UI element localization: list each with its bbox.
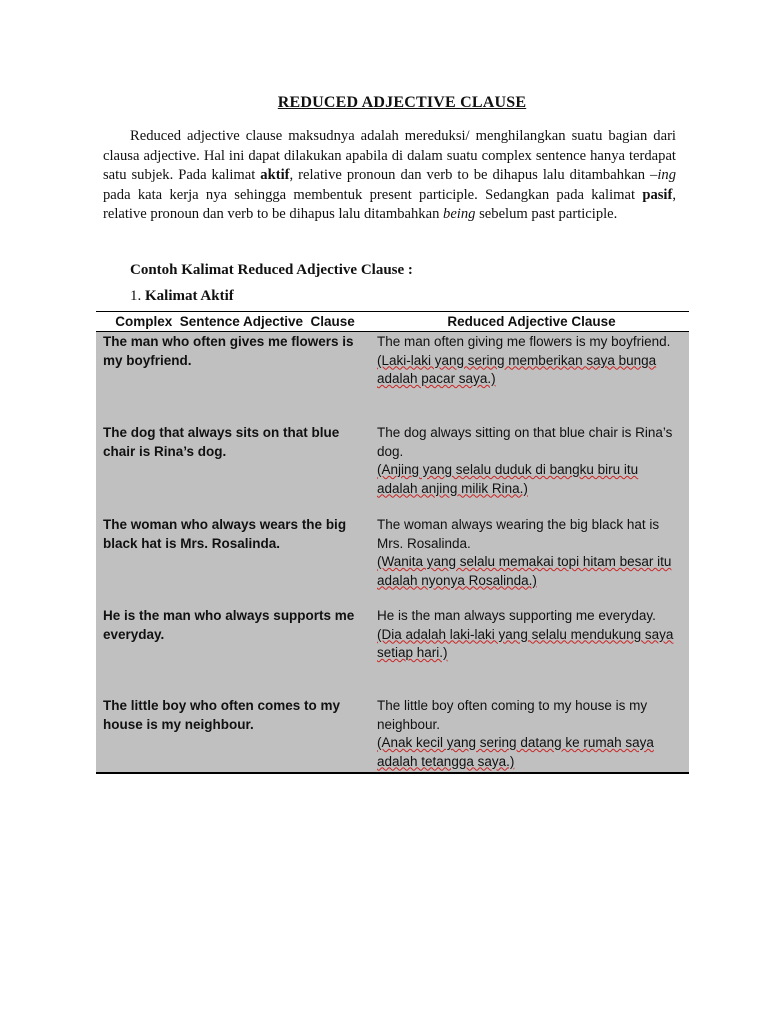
row-1-reduced-cell — [377, 333, 682, 389]
header-complex-sentence: Complex Sentence Adjective Clause — [96, 312, 374, 331]
page-title: REDUCED ADJECTIVE CLAUSE — [277, 94, 527, 111]
examples-heading: Contoh Kalimat Reduced Adjective Clause : — [130, 262, 413, 278]
row-5-reduced: The little boy often coming to my house is my neighbour. — [377, 698, 648, 732]
row-4-reduced-cell — [377, 607, 682, 663]
section-number: 1. — [130, 288, 142, 304]
row-3-reduced: The woman always wearing the big black hat is Mrs. Rosalinda. — [377, 517, 660, 551]
row-2-translation: (Anjing yang selalu duduk di bangku biru itu adalah anjing milik Rina.) — [377, 462, 639, 496]
header-reduced-clause: Reduced Adjective Clause — [374, 312, 689, 331]
row-1-complex: The man who often gives me flowers is my boyfriend. — [103, 334, 354, 368]
row-2-reduced: The dog always sitting on that blue chair is Rina’s dog. — [377, 425, 673, 459]
section-label: Kalimat Aktif — [145, 288, 234, 304]
ing-term: ing — [657, 167, 676, 184]
row-4-reduced: He is the man always supporting me everyday. — [377, 608, 656, 623]
row-5-complex: The little boy who often comes to my house is my neighbour. — [103, 698, 341, 732]
row-2-reduced-cell — [377, 424, 682, 498]
aktif-term: aktif — [260, 167, 290, 184]
row-5-translation: (Anak kecil yang sering datang ke rumah saya adalah tetangga saya.) — [377, 735, 654, 769]
row-4-translation: (Dia adalah laki-laki yang selalu mendukung saya setiap hari.) — [377, 626, 674, 660]
section-heading — [130, 288, 234, 305]
intro-paragraph: Reduced adjective clause maksudnya adalah mereduksi/ menghilangkan suatu bagian dari clausa adjective. Hal ini dapat dilakukan apabila di dalam suatu complex sentence hanya terdapat satu subjek. Pada kalimat aktif, relative pronoun dan verb to be dihapus lalu ditambahkan –ing pada kata kerja nya sehingga membentuk present participle. Sedangkan pada kalimat pasif, relative pronoun dan verb to be dihapus lalu ditambahkan being sebelum past participle. — [103, 128, 676, 223]
pasif-term: pasif — [642, 186, 673, 203]
row-4-complex: He is the man who always supports me everyday. — [103, 608, 355, 642]
row-1-reduced: The man often giving me flowers is my boyfriend. — [377, 334, 671, 349]
row-1-translation: (Laki-laki yang sering memberikan saya bunga adalah pacar saya.) — [377, 352, 657, 386]
row-3-reduced-cell — [377, 516, 682, 590]
row-5-reduced-cell — [377, 697, 682, 771]
row-3-complex: The woman who always wears the big black hat is Mrs. Rosalinda. — [103, 517, 347, 551]
row-3-translation: (Wanita yang selalu memakai topi hitam besar itu adalah nyonya Rosalinda.) — [377, 554, 672, 588]
row-2-complex: The dog that always sits on that blue chair is Rina’s dog. — [103, 425, 340, 459]
examples-table — [96, 311, 689, 774]
being-term: being — [443, 206, 476, 223]
